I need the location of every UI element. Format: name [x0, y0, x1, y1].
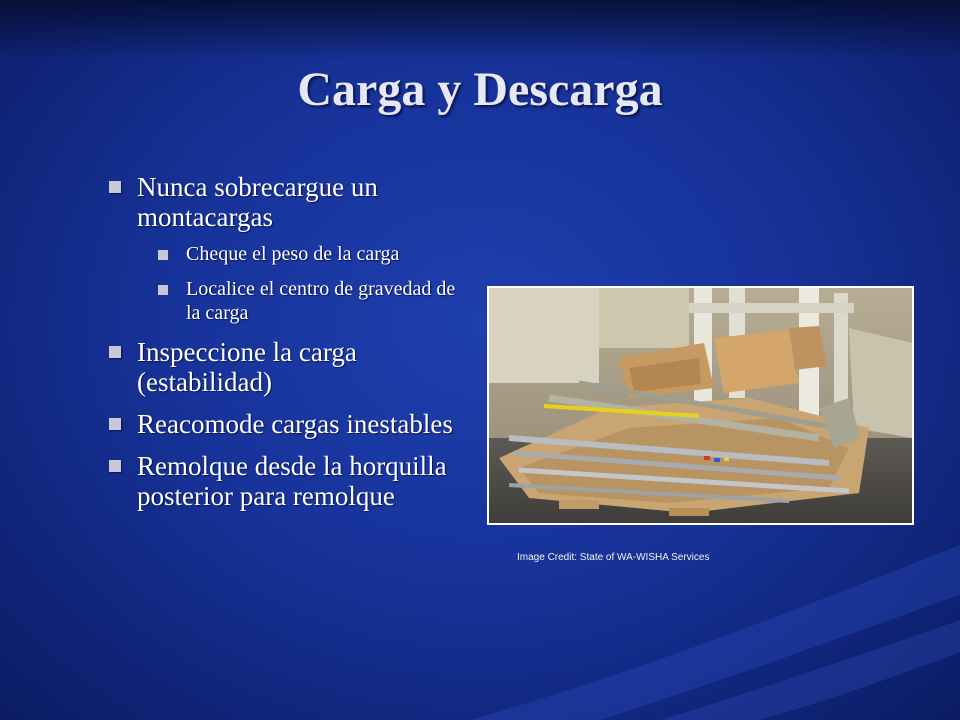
sub-bullet-item: Cheque el peso de la carga: [158, 242, 468, 266]
photo-frame: [487, 286, 914, 525]
collapsed-load-photo: [489, 288, 912, 523]
slide-title: Carga y Descarga: [297, 63, 663, 116]
bullet-text: Nunca sobrecargue un montacargas: [137, 172, 378, 232]
bullet-text: Reacomode cargas inestables: [137, 409, 453, 439]
bullet-text: Inspeccione la carga (estabilidad): [137, 337, 357, 397]
bullet-item: [108, 409, 468, 439]
bullet-item: [108, 451, 468, 511]
sub-bullet-item: Localice el centro de gravedad de la carga: [158, 277, 468, 325]
bullet-list: [108, 172, 468, 523]
bullet-item: [108, 172, 468, 325]
sub-bullet-list: [158, 242, 468, 325]
bullet-text: Remolque desde la horquilla posterior para remolque: [137, 451, 447, 511]
image-credit: Image Credit: State of WA-WISHA Services: [517, 552, 710, 563]
bullet-item: [108, 337, 468, 397]
